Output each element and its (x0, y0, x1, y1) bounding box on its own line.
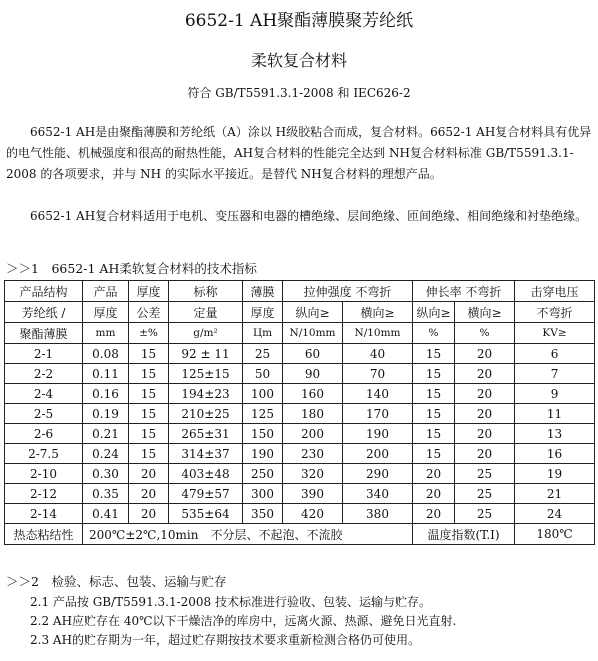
header-cell: 不弯折 (515, 302, 595, 323)
note-item: 2.2 AH应贮存在 40℃以下干燥洁净的库房中，远离火源、热源、避免日光直射. (30, 614, 457, 628)
table-cell: 170 (343, 404, 413, 424)
table-cell: 194±23 (169, 384, 243, 404)
table-cell: 160 (283, 384, 343, 404)
table-cell: 21 (515, 484, 595, 504)
table-cell: 20 (129, 484, 169, 504)
table-cell: 140 (343, 384, 413, 404)
table-cell: 20 (455, 424, 515, 444)
table-cell: 60 (283, 344, 343, 364)
table-cell: 479±57 (169, 484, 243, 504)
unit-cell: mm (83, 323, 129, 344)
table-cell: 0.41 (83, 504, 129, 524)
table-cell: 230 (283, 444, 343, 464)
notes-list (30, 593, 590, 650)
table-cell: 11 (515, 404, 595, 424)
header-cell: 产品结构 (5, 281, 83, 302)
section-2-heading: ＞＞2 检验、标志、包装、运输与贮存 (6, 574, 227, 589)
table-cell: 20 (455, 344, 515, 364)
table-cell: 13 (515, 424, 595, 444)
table-cell: 25 (243, 344, 283, 364)
header-cell: 厚度 (243, 302, 283, 323)
standard-compliance: 符合 GB/T5591.3.1-2008 和 IEC626-2 (187, 86, 411, 100)
header-cell: 公差 (129, 302, 169, 323)
note-item: 2.1 产品按 GB/T5591.3.1-2008 技术标准进行验收、包装、运输与贮存。 (30, 595, 432, 609)
table-cell: 2-5 (5, 404, 83, 424)
table-row (5, 344, 595, 364)
header-cell: 聚酯薄膜 (5, 323, 83, 344)
header-cell: 芳纶纸 / (5, 302, 83, 323)
table-cell: 16 (515, 444, 595, 464)
table-cell: 15 (413, 364, 455, 384)
table-cell: 125±15 (169, 364, 243, 384)
table-cell: 15 (413, 384, 455, 404)
table-row (5, 404, 595, 424)
table-cell: 125 (243, 404, 283, 424)
table-cell: 210±25 (169, 404, 243, 424)
table-cell: 15 (129, 364, 169, 384)
table-cell: 20 (455, 444, 515, 464)
spec-table (4, 280, 595, 545)
header-cell: 标称 (169, 281, 243, 302)
table-cell: 390 (283, 484, 343, 504)
header-cell: 厚度 (83, 302, 129, 323)
table-cell: 380 (343, 504, 413, 524)
unit-cell: N/10mm (343, 323, 413, 344)
table-cell: 20 (413, 464, 455, 484)
table-cell: 320 (283, 464, 343, 484)
table-cell: 200 (283, 424, 343, 444)
table-cell: 2-10 (5, 464, 83, 484)
table-cell: 92 ± 11 (169, 344, 243, 364)
table-cell: 25 (455, 504, 515, 524)
table-cell: 2-2 (5, 364, 83, 384)
unit-cell: % (413, 323, 455, 344)
table-cell: 0.11 (83, 364, 129, 384)
table-cell: 2-7.5 (5, 444, 83, 464)
table-cell: 0.24 (83, 444, 129, 464)
application-paragraph: 6652-1 AH复合材料适用于电机、变压器和电器的槽绝缘、层间绝缘、匝间绝缘、相间绝缘和衬垫绝缘。 (30, 209, 588, 223)
header-cell: 拉伸强度 不弯折 (283, 281, 413, 302)
table-cell: 0.30 (83, 464, 129, 484)
table-cell: 340 (343, 484, 413, 504)
table-cell: 19 (515, 464, 595, 484)
temp-index-label: 温度指数(T.I) (413, 524, 515, 545)
table-row (5, 364, 595, 384)
bond-label: 热态粘结性 (5, 524, 83, 545)
table-cell: 0.21 (83, 424, 129, 444)
table-cell: 2-1 (5, 344, 83, 364)
table-row (5, 444, 595, 464)
table-cell: 535±64 (169, 504, 243, 524)
table-cell: 20 (455, 364, 515, 384)
table-cell: 190 (243, 444, 283, 464)
table-cell: 15 (129, 404, 169, 424)
table-cell: 7 (515, 364, 595, 384)
table-cell: 20 (413, 504, 455, 524)
table-cell: 300 (243, 484, 283, 504)
header-cell: 横向≥ (343, 302, 413, 323)
document-subtitle: 柔软复合材料 (250, 51, 347, 70)
header-cell: 纵向≥ (283, 302, 343, 323)
table-cell: 2-14 (5, 504, 83, 524)
unit-cell: g/m² (169, 323, 243, 344)
table-cell: 150 (243, 424, 283, 444)
table-cell: 250 (243, 464, 283, 484)
header-cell: 薄膜 (243, 281, 283, 302)
header-cell: 击穿电压 (515, 281, 595, 302)
table-header-row-1 (5, 281, 595, 302)
unit-cell: N/10mm (283, 323, 343, 344)
unit-cell: % (455, 323, 515, 344)
header-cell: 伸长率 不弯折 (413, 281, 515, 302)
table-row (5, 464, 595, 484)
table-cell: 6 (515, 344, 595, 364)
table-cell: 2-4 (5, 384, 83, 404)
bond-value: 200℃±2℃,10min 不分层、不起泡、不流胶 (83, 524, 413, 545)
table-cell: 314±37 (169, 444, 243, 464)
table-cell: 290 (343, 464, 413, 484)
table-cell: 403±48 (169, 464, 243, 484)
table-cell: 70 (343, 364, 413, 384)
table-cell: 0.08 (83, 344, 129, 364)
table-cell: 200 (343, 444, 413, 464)
table-cell: 15 (413, 424, 455, 444)
document-title: 6652-1 AH聚酯薄膜聚芳纶纸 (184, 11, 414, 31)
table-cell: 9 (515, 384, 595, 404)
table-footer-row (5, 524, 595, 545)
table-cell: 25 (455, 484, 515, 504)
header-cell: 横向≥ (455, 302, 515, 323)
table-row (5, 484, 595, 504)
header-cell: 厚度 (129, 281, 169, 302)
table-cell: 265±31 (169, 424, 243, 444)
table-cell: 15 (413, 344, 455, 364)
table-cell: 24 (515, 504, 595, 524)
table-cell: 15 (129, 384, 169, 404)
table-cell: 20 (455, 384, 515, 404)
table-cell: 0.19 (83, 404, 129, 424)
table-cell: 50 (243, 364, 283, 384)
table-cell: 20 (129, 464, 169, 484)
header-cell: 纵向≥ (413, 302, 455, 323)
table-cell: 350 (243, 504, 283, 524)
table-cell: 0.16 (83, 384, 129, 404)
table-cell: 15 (129, 344, 169, 364)
temp-index-value: 180℃ (515, 524, 595, 545)
table-cell: 2-12 (5, 484, 83, 504)
table-cell: 25 (455, 464, 515, 484)
table-row (5, 424, 595, 444)
table-cell: 180 (283, 404, 343, 424)
table-cell: 15 (129, 424, 169, 444)
table-cell: 420 (283, 504, 343, 524)
table-cell: 0.35 (83, 484, 129, 504)
table-body (5, 344, 595, 524)
unit-cell: Цm (243, 323, 283, 344)
header-cell: 定量 (169, 302, 243, 323)
unit-cell: KV≥ (515, 323, 595, 344)
table-cell: 100 (243, 384, 283, 404)
description-paragraph: 6652-1 AH是由聚酯薄膜和芳纶纸（A）涂以 H级胶粘合而成，复合材料。6652-1 AH复合材料具有优异的电气性能、机械强度和很高的耐热性能，AH复合材料的性能完全达到 NH复合材料标准 GB/T5591.3.1-2008 的各项要求，并与 NH 的实际水平接近。是替代 NH复合材料的理想产品。 (6, 125, 592, 181)
section-1-heading: ＞＞1 6652-1 AH柔软复合材料的技术指标 (6, 261, 257, 276)
unit-cell: ±% (129, 323, 169, 344)
table-cell: 20 (129, 504, 169, 524)
table-header-row-2 (5, 302, 595, 323)
header-cell: 产品 (83, 281, 129, 302)
note-item: 2.3 AH的贮存期为一年，超过贮存期按技术要求重新检测合格仍可使用。 (30, 633, 421, 647)
table-cell: 20 (413, 484, 455, 504)
table-cell: 90 (283, 364, 343, 384)
table-cell: 2-6 (5, 424, 83, 444)
table-row (5, 384, 595, 404)
table-cell: 40 (343, 344, 413, 364)
table-cell: 15 (413, 404, 455, 424)
table-cell: 190 (343, 424, 413, 444)
table-header-row-3 (5, 323, 595, 344)
table-cell: 20 (455, 404, 515, 424)
table-cell: 15 (129, 444, 169, 464)
table-cell: 15 (413, 444, 455, 464)
table-row (5, 504, 595, 524)
